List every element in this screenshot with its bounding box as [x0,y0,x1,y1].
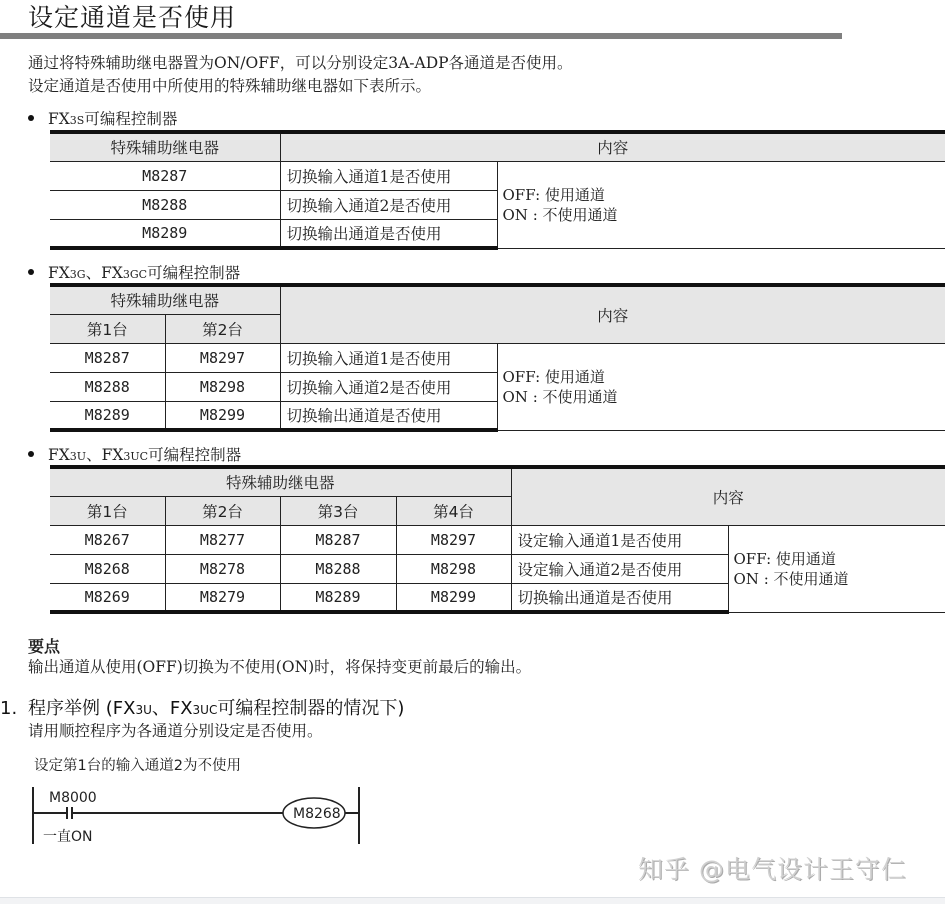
on-off-note: OFF: 使用通道 ON : 不使用通道 [497,343,945,430]
header-relay: 特殊辅助继电器 [50,467,511,496]
program-example-text: 请用顺控程序为各通道分别设定是否使用。 [28,722,323,740]
keypoint-text: 输出通道从使用(OFF)切换为不使用(ON)时，将保持变更前最后的输出。 [28,658,532,676]
bullet-dot-icon [28,115,34,121]
contact-comment: 一直ON [43,829,93,845]
header-unit-3: 第3台 [280,496,396,525]
header-unit-1: 第1台 [50,314,165,343]
table-row: M8289 切换输出通道是否使用 [50,219,945,248]
fx3u-relay-table [50,465,945,614]
table-row: M8287 切换输入通道1是否使用 OFF: 使用通道 ON : 不使用通道 [50,161,945,190]
header-content: 内容 [280,285,945,343]
bullet-dot-icon [28,451,34,457]
header-unit-2: 第2台 [165,314,280,343]
page-title: 设定通道是否使用 [28,3,237,32]
on-off-note: OFF: 使用通道 ON : 不使用通道 [497,161,945,248]
table-row: M8268 M8278 M8288 M8298 设定输入通道2是否使用 [50,554,945,583]
table-row: M8287 M8297 切换输入通道1是否使用 OFF: 使用通道 ON : 不使用通道 [50,343,945,372]
program-example-heading: 1. 程序举例 (FX3U、FX3UC可编程控制器的情况下) [0,698,405,719]
keypoint-heading: 要点 [28,637,61,656]
table-row: M8288 切换输入通道2是否使用 [50,190,945,219]
ladder-svg [0,780,400,850]
bullet-fx3g: FX3G、FX3GC可编程控制器 [28,261,240,283]
bullet-fx3s: FX3S可编程控制器 [28,107,177,129]
header-unit-2: 第2台 [165,496,280,525]
ladder-caption: 设定第1台的输入通道2为不使用 [34,758,241,774]
header-relay: 特殊辅助继电器 [50,285,280,314]
contact-label: M8000 [49,790,97,806]
table-row: M8267 M8277 M8287 M8297 设定输入通道1是否使用 OFF: 使用通道 ON : 不使用通道 [50,525,945,554]
fx3g-relay-table [50,283,945,432]
bullet-fx3u: FX3U、FX3UC可编程控制器 [28,443,241,465]
watermark: 知乎 @电气设计王守仁 [638,855,907,884]
intro-line-1: 通过将特殊辅助继电器置为ON/OFF，可以分别设定3A-ADP各通道是否使用。 [28,54,573,72]
bullet-dot-icon [28,269,34,275]
table-row: M8269 M8279 M8289 M8299 切换输出通道是否使用 [50,583,945,612]
header-relay: 特殊辅助继电器 [50,132,280,161]
on-off-note: OFF: 使用通道 ON : 不使用通道 [728,525,945,612]
header-unit-1: 第1台 [50,496,165,525]
header-content: 内容 [280,132,945,161]
intro-line-2: 设定通道是否使用中所使用的特殊辅助继电器如下表所示。 [28,77,432,95]
header-content: 内容 [511,467,945,525]
title-underline-bar [0,33,842,39]
table-row: M8288 M8298 切换输入通道2是否使用 [50,372,945,401]
coil-label: M8268 [293,806,341,822]
table-row: M8289 M8299 切换输出通道是否使用 [50,401,945,430]
fx3s-relay-table [50,130,945,250]
header-unit-4: 第4台 [396,496,511,525]
ladder-diagram [0,780,400,850]
